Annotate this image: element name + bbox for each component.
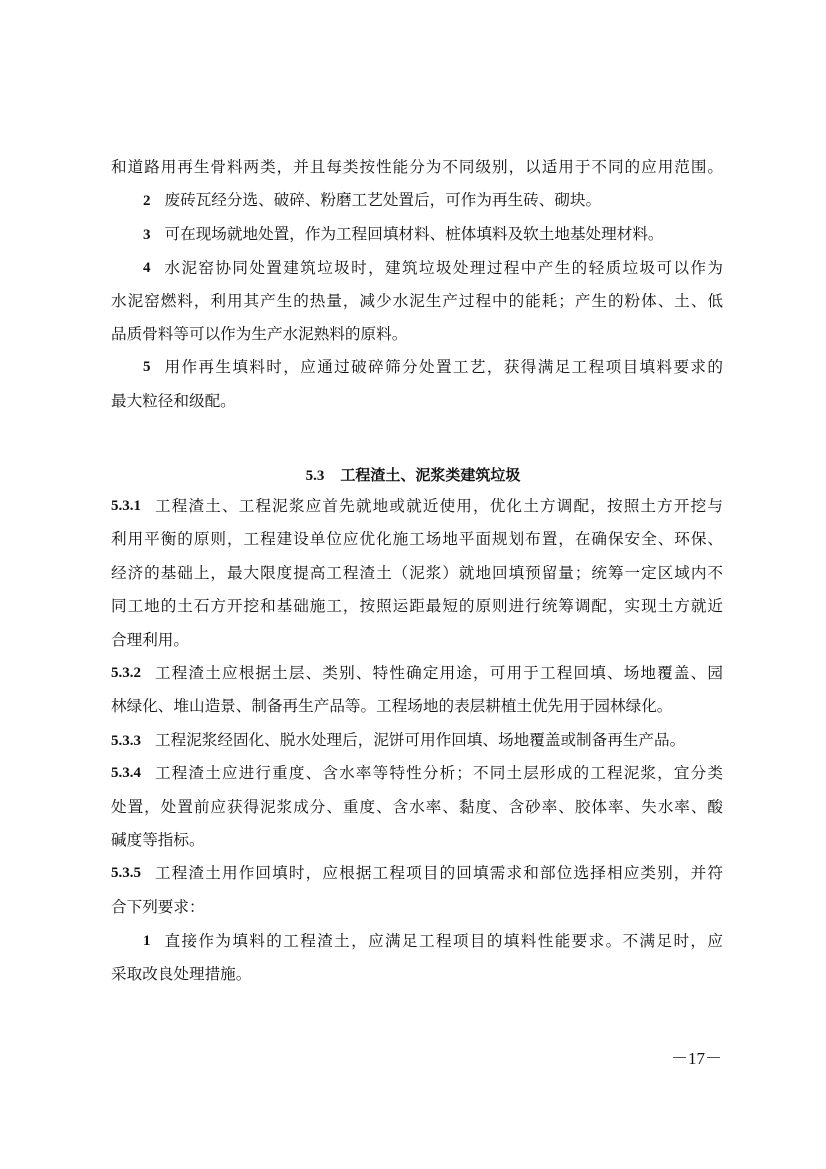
line-text: 处置，处置前应获得泥浆成分、重度、含水率、黏度、含砂率、胶体率、失水率、酸 bbox=[111, 798, 723, 816]
clause-number: 2 bbox=[143, 193, 151, 209]
line-text: 采取改良处理措施。 bbox=[111, 965, 252, 983]
clause-line bbox=[111, 495, 723, 517]
clause-number: 5.3.5 bbox=[111, 865, 141, 881]
clause-number: 5.3.1 bbox=[111, 498, 141, 514]
line-text: 工程泥浆经固化、脱水处理后，泥饼可用作回填、场地覆盖或制备再生产品。 bbox=[155, 731, 686, 749]
clause-number: 5.3.2 bbox=[111, 665, 141, 681]
line-text: 品质骨料等可以作为生产水泥熟料的原料。 bbox=[111, 325, 408, 343]
section-title: 工程渣土、泥浆类建筑垃圾 bbox=[340, 466, 521, 484]
line-text: 废砖瓦经分选、破碎、粉磨工艺处置后，可作为再生砖、砌块。 bbox=[164, 191, 602, 209]
text-line bbox=[111, 290, 723, 312]
line-text: 经济的基础上，最大限度提高工程渣土（泥浆）就地回填预留量；统筹一定区域内不 bbox=[111, 564, 723, 582]
line-text: 水泥窑协同处置建筑垃圾时，建筑垃圾处理过程中产生的轻质垃圾可以作为 bbox=[164, 259, 723, 277]
page-number: －17－ bbox=[671, 1049, 722, 1068]
line-text: 可在现场就地处置，作为工程回填材料、桩体填料及软土地基处理材料。 bbox=[164, 225, 664, 243]
text-line bbox=[111, 156, 723, 178]
text-line bbox=[111, 796, 723, 818]
line-text: 林绿化、堆山造景、制备再生产品等。工程场地的表层耕植土优先用于园林绿化。 bbox=[111, 697, 673, 715]
clause-line bbox=[111, 729, 723, 751]
line-text: 工程渣土应进行重度、含水率等特性分析；不同土层形成的工程泥浆，宜分类 bbox=[155, 764, 723, 782]
line-text: 最大粒径和级配。 bbox=[111, 392, 236, 410]
section-number: 5.3 bbox=[305, 468, 325, 484]
text-line bbox=[111, 629, 723, 651]
clause-line bbox=[143, 189, 723, 211]
line-text: 和道路用再生骨料两类，并且每类按性能分为不同级别，以适用于不同的应用范围。 bbox=[111, 158, 723, 176]
clause-line bbox=[111, 862, 723, 884]
text-line bbox=[111, 595, 723, 617]
clause-line bbox=[143, 257, 723, 279]
text-line bbox=[111, 963, 723, 985]
clause-line bbox=[111, 662, 723, 684]
clause-line bbox=[111, 762, 723, 784]
section-heading bbox=[0, 464, 826, 485]
line-text: 工程渣土应根据土层、类别、特性确定用途，可用于工程回填、场地覆盖、园 bbox=[155, 664, 723, 682]
text-line bbox=[111, 390, 723, 412]
line-text: 同工地的土石方开挖和基础施工，按照运距最短的原则进行统筹调配，实现土方就近 bbox=[111, 597, 723, 615]
line-text: 碱度等指标。 bbox=[111, 831, 205, 849]
text-line bbox=[111, 528, 723, 550]
line-text: 工程渣土用作回填时，应根据工程项目的回填需求和部位选择相应类别，并符 bbox=[155, 864, 723, 882]
clause-number: 5.3.4 bbox=[111, 765, 141, 781]
clause-number: 5.3.3 bbox=[111, 733, 141, 749]
clause-number: 1 bbox=[143, 933, 151, 949]
line-text: 工程渣土、工程泥浆应首先就地或就近使用，优化土方调配，按照土方开挖与 bbox=[155, 497, 723, 515]
clause-line bbox=[143, 356, 723, 378]
clause-line bbox=[143, 930, 723, 952]
clause-number: 4 bbox=[143, 260, 151, 276]
clause-number: 5 bbox=[143, 359, 151, 375]
text-line bbox=[111, 829, 723, 851]
line-text: 用作再生填料时，应通过破碎筛分处置工艺，获得满足工程项目填料要求的 bbox=[164, 358, 723, 376]
line-text: 水泥窑燃料，利用其产生的热量，减少水泥生产过程中的能耗；产生的粉体、土、低 bbox=[111, 292, 723, 310]
text-line bbox=[111, 695, 723, 717]
clause-number: 3 bbox=[143, 227, 151, 243]
line-text: 合理利用。 bbox=[111, 631, 189, 649]
line-text: 直接作为填料的工程渣土，应满足工程项目的填料性能要求。不满足时，应 bbox=[164, 932, 723, 950]
text-line bbox=[111, 562, 723, 584]
line-text: 利用平衡的原则，工程建设单位应优化施工场地平面规划布置，在确保安全、环保、 bbox=[111, 530, 723, 548]
line-text: 合下列要求： bbox=[111, 898, 205, 916]
clause-line bbox=[143, 223, 723, 245]
text-line bbox=[111, 896, 723, 918]
text-line bbox=[111, 323, 723, 345]
